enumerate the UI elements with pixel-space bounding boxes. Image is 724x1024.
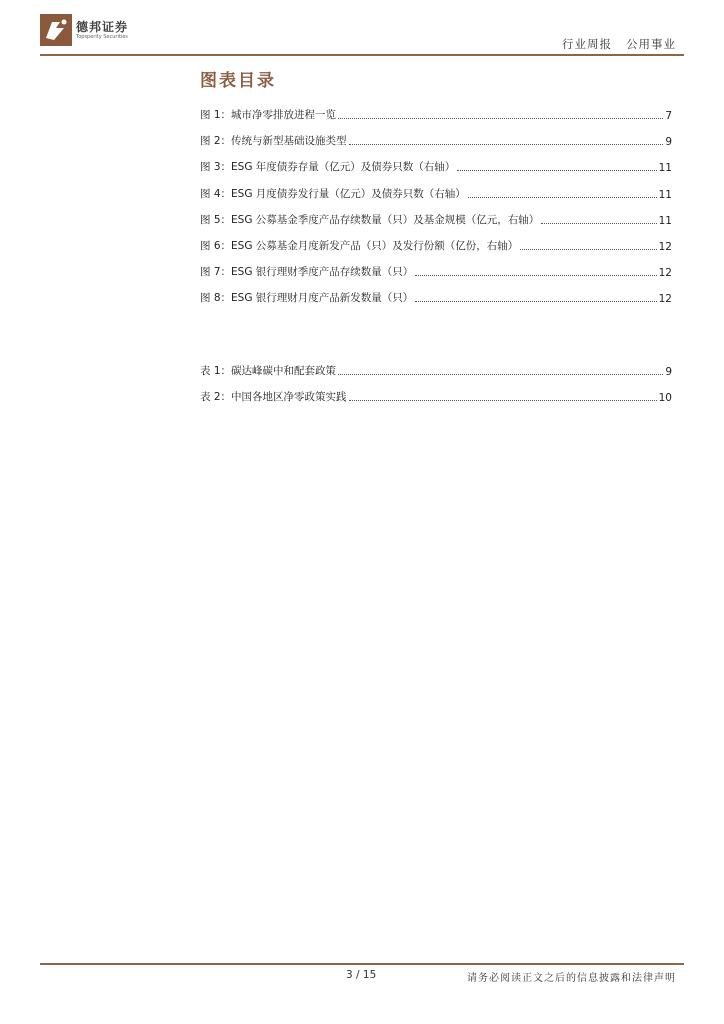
toc-entry-page: 12	[658, 267, 672, 280]
toc-entry[interactable]	[200, 106, 672, 122]
page-number: 3 / 15	[346, 969, 377, 981]
toc-entry-label: 图 6：ESG 公募基金月度新发产品（只）及发行份额（亿份，右轴）	[200, 240, 519, 252]
report-type: 行业周报	[562, 37, 612, 51]
toc-entry[interactable]	[200, 289, 672, 305]
dot-leader	[349, 399, 657, 401]
dot-leader	[415, 300, 656, 302]
dot-leader	[349, 143, 664, 145]
toc-entry-label: 图 1：城市净零排放进程一览	[200, 109, 337, 121]
toc-entry[interactable]	[200, 237, 672, 253]
header-divider	[40, 54, 684, 56]
toc-title: 图表目录	[200, 71, 276, 91]
toc-entry[interactable]	[200, 158, 672, 174]
toc-entry-label: 图 4：ESG 月度债券发行量（亿元）及债券只数（右轴）	[200, 187, 466, 200]
toc-entry-page: 12	[658, 293, 672, 306]
toc-entry-page: 10	[658, 392, 672, 405]
report-category	[562, 36, 676, 52]
toc-entry-page: 9	[665, 366, 672, 378]
toc-entry-label: 图 7：ESG 银行理财季度产品存续数量（只）	[200, 266, 414, 279]
logo-mark-icon	[40, 14, 72, 46]
toc-entry-page: 7	[665, 110, 672, 122]
toc-entry[interactable]	[200, 362, 672, 378]
company-logo	[40, 14, 128, 46]
toc-entry[interactable]	[200, 132, 672, 148]
toc-entry-label: 图 2：传统与新型基础设施类型	[200, 135, 347, 148]
toc-entry[interactable]	[200, 388, 672, 404]
logo-name-cn: 德邦证券	[76, 19, 129, 34]
legal-notice[interactable]: 请务必阅读正文之后的信息披露和法律声明	[467, 973, 676, 984]
dot-leader	[468, 196, 657, 198]
dot-leader	[520, 248, 656, 250]
toc-entry[interactable]	[200, 211, 672, 227]
dot-leader	[457, 169, 656, 171]
toc-entry-label: 图 5：ESG 公募基金季度产品存续数量（只）及基金规模（亿元，右轴）	[200, 213, 540, 226]
dot-leader	[338, 117, 663, 119]
toc-entry-page: 11	[658, 214, 672, 227]
dot-leader	[541, 222, 656, 224]
dot-leader	[415, 274, 656, 276]
logo-name-en: Topsperity Securities	[76, 33, 128, 40]
toc-entry-page: 11	[658, 162, 672, 175]
toc-entry-page: 9	[665, 136, 672, 149]
footer-divider	[40, 963, 684, 965]
toc-entry-label: 图 8：ESG 银行理财月度产品新发数量（只）	[200, 292, 414, 305]
toc-entry-label: 图 3：ESG 年度债券存量（亿元）及债券只数（右轴）	[200, 161, 456, 174]
dot-leader	[338, 373, 663, 375]
toc-entry-page: 12	[658, 241, 672, 253]
industry-name: 公用事业	[626, 37, 676, 51]
toc-entry-label: 表 1：碳达峰碳中和配套政策	[200, 365, 337, 377]
toc-entry[interactable]	[200, 263, 672, 279]
toc-entry-page: 11	[658, 188, 672, 201]
toc-entry-label: 表 2：中国各地区净零政策实践	[200, 391, 347, 404]
toc-entry[interactable]	[200, 185, 672, 201]
